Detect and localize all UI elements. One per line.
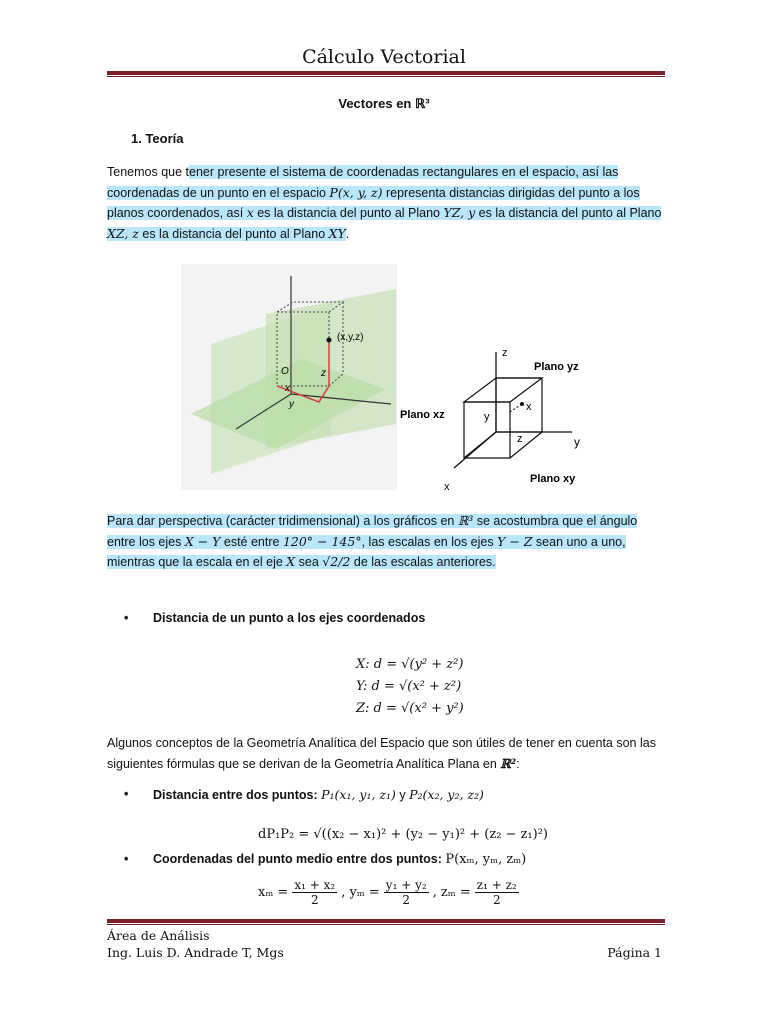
fig2-plane-yz: Plano yz [534, 361, 579, 373]
figure-plane-names [396, 342, 596, 492]
xm-label: xₘ = [258, 885, 289, 900]
point-label: (x,y,z) [337, 332, 364, 343]
z-label: z [321, 368, 326, 379]
fig2-inner-z: z [517, 433, 523, 445]
fig2-inner-y: y [484, 411, 490, 423]
fig2-point [520, 402, 524, 406]
footer-area: Área de Análisis [107, 928, 210, 943]
fig2-z-label: z [502, 347, 508, 359]
fig2-dash-3 [510, 404, 522, 412]
equation-midpoint [258, 878, 519, 907]
ym-fraction: $\frac{\text{y₁ + y₂}}{2}$ [385, 878, 427, 907]
fig2-back [496, 378, 542, 432]
bullet-midpoint: • Coordenadas del punto medio entre dos puntos: P(xₘ, yₘ, zₘ) [124, 852, 527, 867]
x-label: x [285, 383, 290, 394]
ym-label: , yₘ = [341, 885, 380, 900]
eq-z-axis: Z: d = √(x² + y²) [356, 701, 464, 716]
fig2-edge-2 [464, 432, 496, 458]
bullet-two-points: • Distancia entre dos puntos: P₁(x₁, y₁, z₁) y P₂(x₂, y₂, z₂) [124, 787, 484, 802]
footer-rule-thin [107, 924, 665, 925]
equation-distance: dP₁P₂ = √((x₂ − x₁)² + (y₂ − y₁)² + (z₂ − z₁)²) [258, 827, 548, 842]
fig2-plane-xy: Plano xy [530, 473, 576, 485]
fig2-edge [510, 432, 542, 458]
bullet-axis-distance: • Distancia de un punto a los ejes coordenados [124, 611, 426, 625]
fig2-plane-xz: Plano xz [400, 409, 445, 421]
fig2-y-label: y [574, 435, 580, 449]
equations-axis-distance [356, 654, 464, 720]
page-header-title: Cálculo Vectorial [302, 46, 466, 68]
zm-label: , zₘ = [432, 885, 471, 900]
y-label: y [289, 399, 294, 410]
footer-rule [107, 919, 665, 923]
header-rule [107, 71, 665, 75]
section-heading: 1. Teoría [131, 131, 184, 146]
eq-y-axis: Y: d = √(x² + z²) [356, 679, 462, 694]
point-marker [327, 338, 332, 343]
doc-subtitle: Vectores en ℝ³ [338, 96, 430, 111]
eq-x-axis: X: d = √(y² + z²) [356, 657, 464, 672]
xm-fraction: $\frac{\text{x₁ + x₂}}{2}$ [294, 878, 336, 907]
footer-author: Ing. Luis D. Andrade T, Mgs [107, 945, 284, 960]
fig2-top [464, 378, 542, 402]
footer-page: Página 1 [607, 945, 662, 960]
paragraph-perspective: Para dar perspectiva (carácter tridimensional) a los gráficos en ℝ³ se acostumbra que el ángulo entre los ejes X − Y esté entre 120° − 145°, las escalas en los ejes Y − Z sean uno a uno, mientras que la escala en el eje X sea √2/2 de las escalas anteriores. [107, 513, 638, 569]
origin-label: O [281, 366, 289, 377]
figure-coordinate-planes [181, 264, 397, 490]
paragraph-coordinates: Tenemos que tener presente el sistema de coordenadas rectangulares en el espacio, así las coordenadas de un punto en el espacio P(x, y, z) representa distancias dirigidas del punto a los planos coordenados, así x es la distancia del punto al Plano YZ, y es la distancia del punto al Plano XZ, z es la distancia del punto al Plano XY. [107, 165, 662, 241]
paragraph-concepts: Algunos conceptos de la Geometría Analítica del Espacio que son útiles de tener en cuenta son las siguientes fórmulas que se derivan de la Geometría Analítica Plana en ℝ²: [107, 736, 656, 771]
fig2-x-label: x [444, 481, 450, 492]
zm-fraction: $\frac{\text{z₁ + z₂}}{2}$ [476, 878, 517, 907]
header-rule-thin [107, 76, 665, 77]
fig2-inner-x: x [526, 401, 532, 413]
